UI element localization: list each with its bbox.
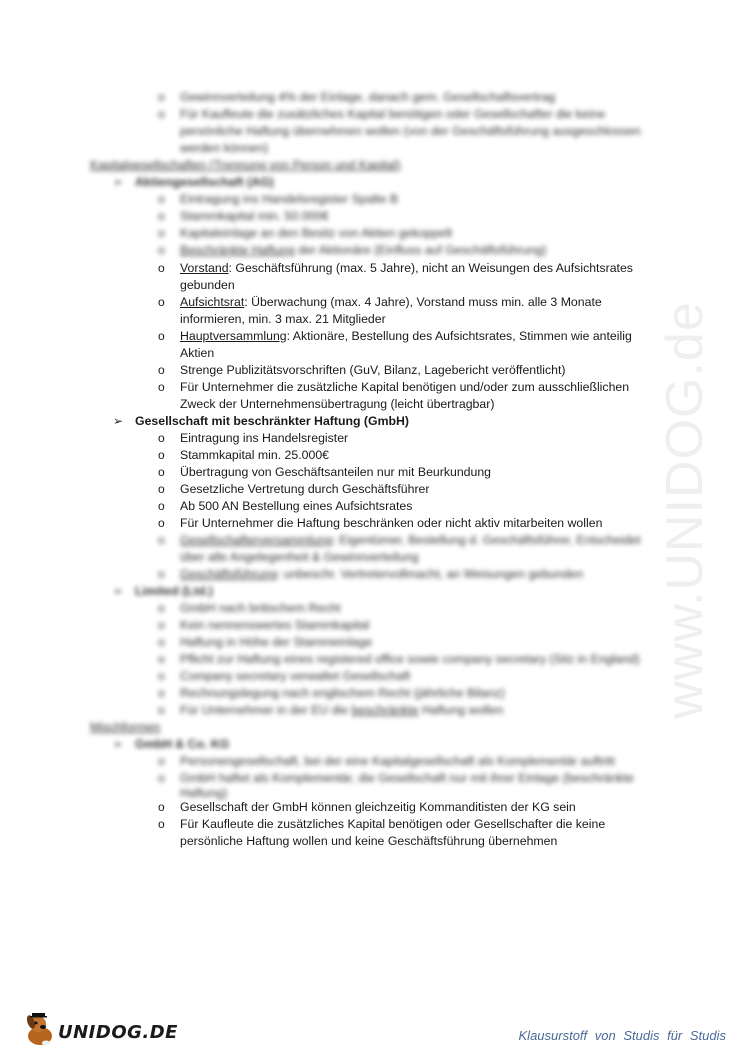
arrow-bullet-icon: ➢: [113, 737, 124, 751]
list-item: Übertragung von Geschäftsanteilen nur mit Beurkundung: [180, 465, 492, 479]
subsection-heading: GmbH & Co. KG: [135, 737, 230, 751]
list-item: Für Kaufleute die zusätzliches Kapital benötigen oder Gesellschafter die keine: [180, 817, 606, 831]
list-item-cont: werden können): [180, 141, 269, 155]
bullet: o: [158, 669, 165, 683]
list-item: Kein nennenswertes Stammkapital: [180, 618, 370, 632]
list-item: [180, 294, 602, 311]
list-item: Gesellschaft der GmbH können gleichzeitig Kommanditisten der KG sein: [180, 800, 576, 814]
bullet: o: [158, 363, 165, 377]
list-item: [180, 532, 641, 549]
item-text: Haftung wollen: [418, 703, 504, 717]
bullet: o: [158, 800, 165, 814]
list-item: [180, 242, 546, 259]
list-item: Eintragung ins Handelsregister: [180, 431, 349, 445]
bullet: o: [158, 652, 165, 666]
item-text: der Aktionäre (Einfluss auf Geschäftsführung): [294, 243, 547, 257]
watermark-text: www.UNIDOG.de: [656, 301, 714, 719]
list-item-cont: informieren, min. 3 max. 21 Mitglieder: [180, 312, 386, 326]
footer-tagline: Klausurstoff von Studis für Studis: [518, 1028, 726, 1043]
list-item: Stammkapital min. 50.000€: [180, 209, 330, 223]
bullet: o: [158, 329, 165, 343]
arrow-bullet-icon: ➢: [113, 175, 124, 189]
item-text: : Geschäftsführung (max. 5 Jahre), nicht an Weisungen des Aufsichtsrates: [228, 261, 633, 275]
bullet: o: [158, 635, 165, 649]
bullet: o: [158, 618, 165, 632]
bullet: o: [158, 817, 165, 831]
list-item: GmbH nach britischem Recht: [180, 601, 341, 615]
section-heading: Mischformen: [90, 720, 161, 734]
list-item: Eintragung ins Handelsregister Spalte B: [180, 192, 399, 206]
bullet: o: [158, 380, 165, 394]
bullet: o: [158, 703, 165, 717]
list-item: [180, 260, 633, 277]
list-item-cont: Haftung): [180, 786, 228, 800]
list-item: Rechnungslegung nach englischem Recht (jährliche Bilanz): [180, 686, 505, 700]
section-heading: Kapitalgesellschaften (Trennung von Person und Kapital): [90, 158, 401, 172]
bullet: o: [158, 295, 165, 309]
list-item: Haftung in Höhe der Stammeinlage: [180, 635, 373, 649]
list-item: Gesetzliche Vertretung durch Geschäftsführer: [180, 482, 430, 496]
bullet: o: [158, 771, 165, 785]
list-item: Ab 500 AN Bestellung eines Aufsichtsrates: [180, 499, 413, 513]
subsection-heading: Aktiengesellschaft (AG): [135, 175, 274, 189]
item-text: : Aktionäre, Bestellung des Aufsichtsrates, Stimmen wie anteilig: [286, 329, 632, 343]
item-text: Für Unternehmer in der EU die: [180, 703, 352, 717]
bullet: o: [158, 209, 165, 223]
list-item-cont: über alle Angelegenheit & Gewinnverteilung: [180, 550, 419, 564]
list-item: Personengesellschaft, bei der eine Kapitalgesellschaft als Komplementär auftritt: [180, 754, 615, 768]
arrow-bullet-icon: ➢: [113, 584, 124, 598]
list-item: [180, 328, 632, 345]
unidog-logo[interactable]: [22, 1010, 178, 1050]
list-item-cont: persönliche Haftung wollen und keine Geschäftsführung übernehmen: [180, 834, 558, 848]
bullet: o: [158, 243, 165, 257]
bullet: o: [158, 567, 165, 581]
list-item: Company secretary verwaltet Gesellschaft: [180, 669, 411, 683]
list-item: GmbH haftet als Komplementär, die Gesellschaft nur mit ihrer Einlage (beschränkte: [180, 771, 634, 785]
list-item: Für Unternehmer die zusätzliche Kapital benötigen und/oder zum ausschließlichen: [180, 380, 630, 394]
bullet: o: [158, 482, 165, 496]
bullet: o: [158, 533, 165, 547]
bullet: o: [158, 686, 165, 700]
bullet: o: [158, 516, 165, 530]
logo-text: UNIDOG.DE: [58, 1022, 178, 1043]
list-item-cont: Aktien: [180, 346, 215, 360]
list-item: [180, 702, 503, 719]
bullet: o: [158, 192, 165, 206]
underlined-term: Geschäftsführung: [180, 567, 278, 581]
bullet: o: [158, 499, 165, 513]
list-item: Pflicht zur Haftung eines registered office sowie company secretary (Sitz in England): [180, 652, 640, 666]
underlined-term: Gesellschafterversammlung: [180, 533, 333, 547]
list-item-cont: gebunden: [180, 278, 235, 292]
item-text: : Überwachung (max. 4 Jahre), Vorstand muss min. alle 3 Monate: [244, 295, 602, 309]
bullet: o: [158, 226, 165, 240]
bullet: o: [158, 90, 165, 104]
item-text: : Eigentümer, Bestellung d. Geschäftsführer, Entscheidet: [332, 533, 641, 547]
bullet: o: [158, 754, 165, 768]
list-item: Kapitaleinlage an den Besitz von Aktien gekoppelt: [180, 226, 453, 240]
underlined-term: beschränkte: [351, 703, 419, 717]
underlined-term: Vorstand: [180, 261, 229, 275]
arrow-bullet-icon: ➢: [113, 414, 124, 428]
list-item: Stammkapital min. 25.000€: [180, 448, 330, 462]
bullet: o: [158, 601, 165, 615]
list-item: [180, 566, 583, 583]
subsection-heading: Gesellschaft mit beschränkter Haftung (GmbH): [135, 414, 410, 428]
subsection-heading: Limited (Ltd.): [135, 584, 213, 598]
bullet: o: [158, 107, 165, 121]
list-item: Für Unternehmer die Haftung beschränken oder nicht aktiv mitarbeiten wollen: [180, 516, 603, 530]
list-item-cont: Zweck der Unternehmensübertragung (leicht übertragbar): [180, 397, 495, 411]
bullet: o: [158, 261, 165, 275]
bullet: o: [158, 465, 165, 479]
bullet: o: [158, 431, 165, 445]
underlined-term: Hauptversammlung: [180, 329, 287, 343]
list-item-cont: persönliche Haftung übernehmen wollen (von der Geschäftsführung ausgeschlossen: [180, 124, 641, 138]
list-item: Gewinnverteilung 4% der Einlage, danach gem. Gesellschaftsvertrag: [180, 90, 556, 104]
list-item: Strenge Publizitätsvorschriften (GuV, Bilanz, Lagebericht veröffentlicht): [180, 363, 566, 377]
watermark: [640, 280, 730, 740]
item-text: : unbeschr. Vertretervollmacht, an Weisungen gebunden: [277, 567, 584, 581]
underlined-term: Aufsichtsrat: [180, 295, 245, 309]
underlined-term: Beschränkte Haftung: [180, 243, 295, 257]
list-item: Für Kaufleute die zusätzliches Kapital benötigen oder Gesellschafter die keine: [180, 107, 606, 121]
bullet: o: [158, 448, 165, 462]
dog-logo-icon: [22, 1010, 62, 1050]
